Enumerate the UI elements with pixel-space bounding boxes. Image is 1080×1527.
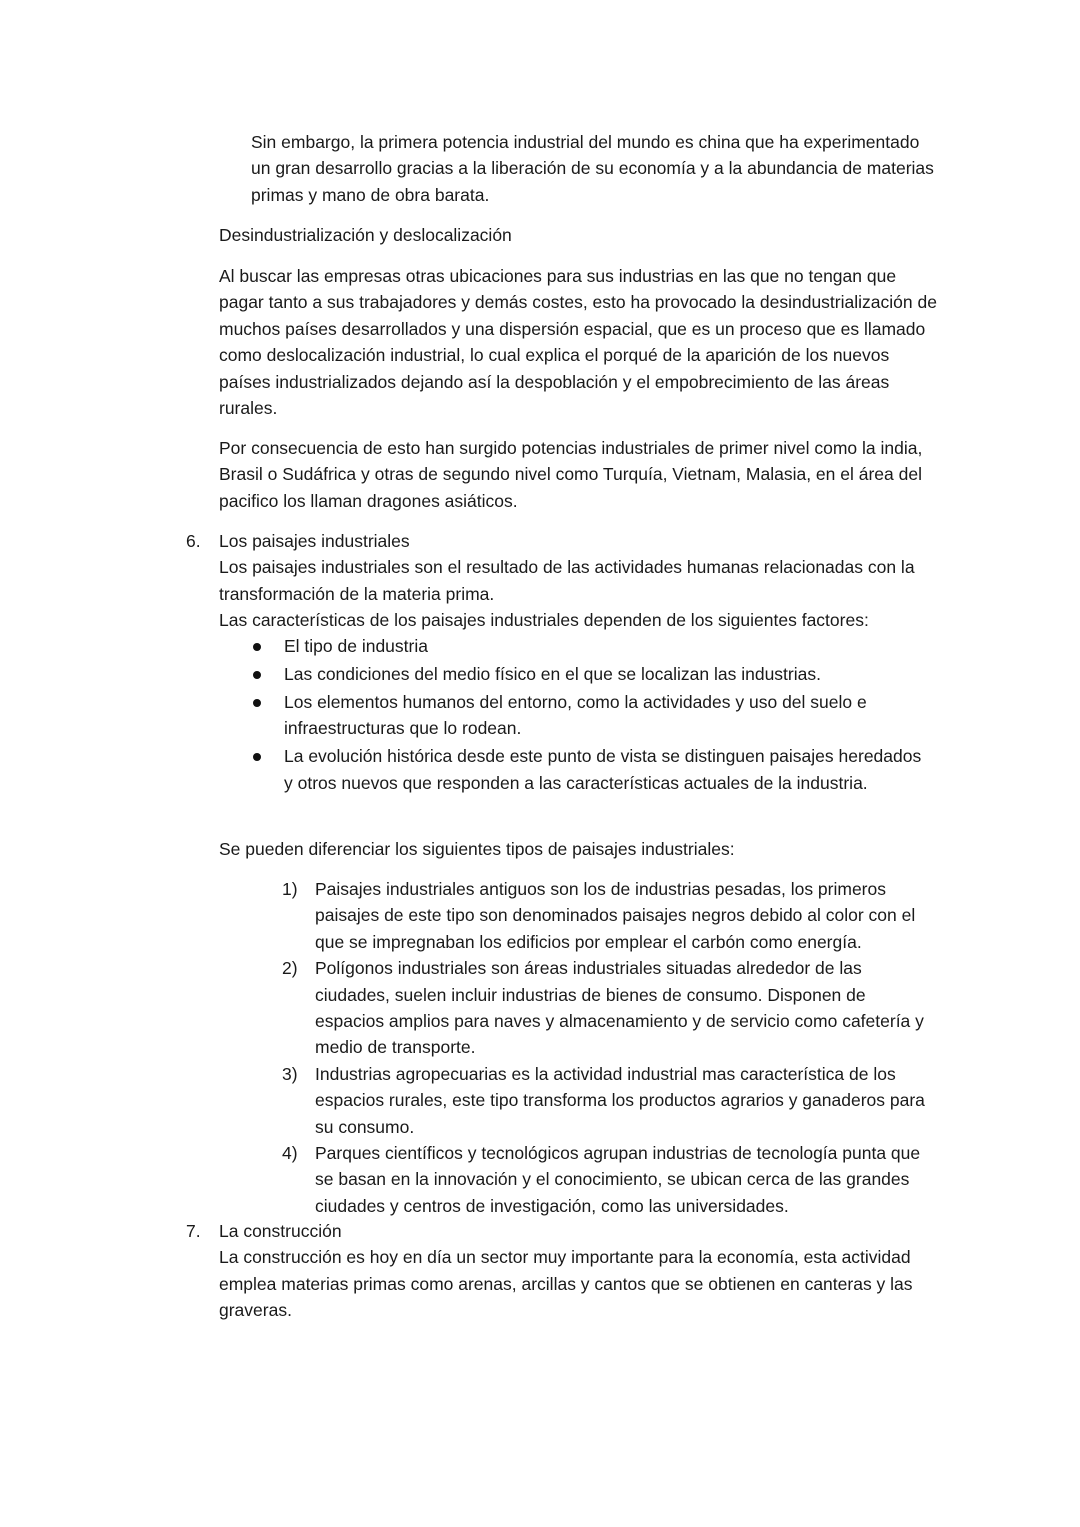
section-7-text: La construcción es hoy en día un sector muy importante para la economía, esta actividad emplea materias primas como arenas, arcillas y cantos que se obtienen en canteras y las graveras. xyxy=(219,1247,913,1321)
section-6-text-1: Los paisajes industriales son el resultado de las actividades humanas relacionadas con la transformación de la materia prima. xyxy=(219,557,915,604)
type-text: Polígonos industriales son áreas industriales situadas alrededor de las ciudades, suelen incluir industrias de bienes de consumo. Disponen de espacios amplios para naves y almacenamiento y de servicio como cafetería y medio de transporte. xyxy=(315,958,924,1058)
type-text: Paisajes industriales antiguos son los de industrias pesadas, los primeros paisajes de este tipo son denominados paisajes negros debido al color con el que se impregnaban los edificios por emplear el carbón como energía. xyxy=(315,879,916,952)
section-7-title: La construcción xyxy=(219,1221,342,1241)
intro-paragraph: Sin embargo, la primera potencia industrial del mundo es china que ha experimentado un gran desarrollo gracias a la liberación de su economía y a la abundancia de materias primas y mano de obra barata. xyxy=(251,132,934,205)
type-text: Parques científicos y tecnológicos agrupan industrias de tecnología punta que se basan en la innovación y el conocimiento, se ubican cerca de las grandes ciudades y centros de investigación, como las universidades. xyxy=(315,1143,921,1216)
section-6-title: Los paisajes industriales xyxy=(219,531,410,551)
list-item xyxy=(282,955,932,1061)
factors-list xyxy=(251,633,931,797)
list-item xyxy=(251,689,931,742)
list-item xyxy=(282,1140,932,1219)
bullet-icon xyxy=(253,671,261,679)
subsection-heading: Desindustrialización y deslocalización xyxy=(219,225,512,245)
type-number: 3) xyxy=(282,1063,298,1084)
bullet-icon xyxy=(253,753,261,761)
list-item xyxy=(251,743,931,796)
subsection-paragraph-2: Por consecuencia de esto han surgido potencias industriales de primer nivel como la india, Brasil o Sudáfrica y otras de segundo nivel como Turquía, Vietnam, Malasia, en el área del pacifico los llaman dragones asiáticos. xyxy=(219,438,923,511)
section-6-number: 6. xyxy=(186,531,201,551)
type-number: 4) xyxy=(282,1143,298,1164)
list-item xyxy=(251,633,931,659)
type-text: Industrias agropecuarias es la actividad industrial mas característica de los espacios rurales, este tipo transforma los productos agrarios y ganaderos para su consumo. xyxy=(315,1063,925,1137)
type-number: 2) xyxy=(282,958,298,979)
list-item xyxy=(282,876,932,955)
factor-text: Los elementos humanos del entorno, como la actividades y uso del suelo e infraestructuras que lo rodean. xyxy=(284,691,867,739)
list-item xyxy=(251,661,931,687)
types-list xyxy=(282,876,932,1219)
section-7-number: 7. xyxy=(186,1221,201,1241)
section-6 xyxy=(219,528,939,634)
list-item xyxy=(282,1061,932,1140)
factor-text: Las condiciones del medio físico en el que se localizan las industrias. xyxy=(284,663,821,684)
bullet-icon xyxy=(253,643,261,651)
factor-text: La evolución histórica desde este punto de vista se distinguen paisajes heredados y otros nuevos que responden a las características actuales de la industria. xyxy=(284,746,922,793)
types-intro: Se pueden diferenciar los siguientes tipos de paisajes industriales: xyxy=(219,839,735,859)
section-7 xyxy=(219,1218,939,1324)
section-6-text-2: Las características de los paisajes industriales dependen de los siguientes factores: xyxy=(219,610,869,631)
factor-text: El tipo de industria xyxy=(284,636,428,656)
bullet-icon xyxy=(253,699,261,707)
subsection-paragraph-1: Al buscar las empresas otras ubicaciones para sus industrias en las que no tengan que pagar tanto a sus trabajadores y demás costes, esto ha provocado la desindustrialización de muchos países desarrollados y una dispersión espacial, que es un proceso que es llamado como deslocalización industrial, lo cual explica el porqué de la aparición de los nuevos países industrializados dejando así la despoblación y el empobrecimiento de las áreas rurales. xyxy=(219,266,937,419)
type-number: 1) xyxy=(282,879,298,899)
